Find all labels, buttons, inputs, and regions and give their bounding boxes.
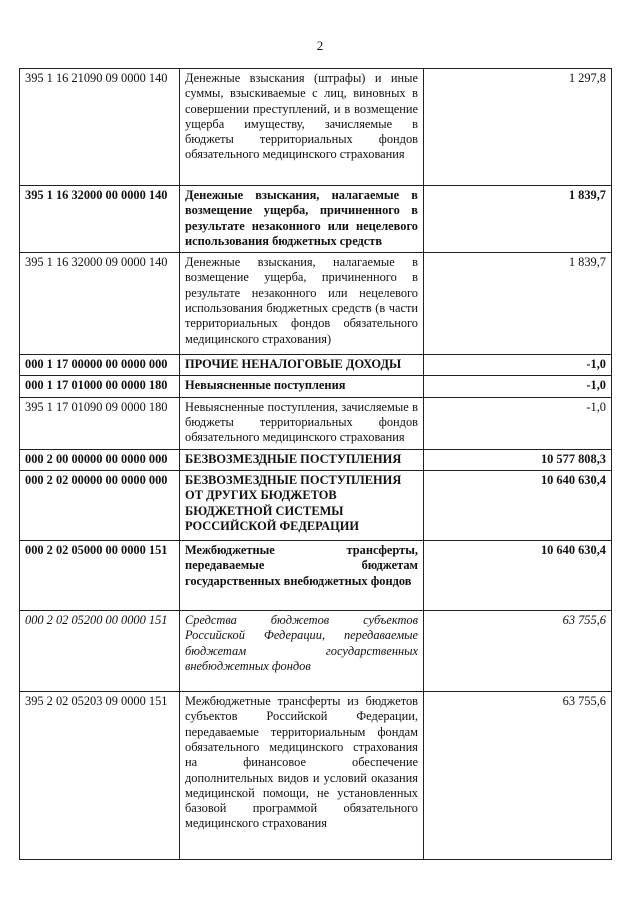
- revenue-name: Денежные взыскания, налагаемые в возмещение ущерба, причиненного в результате незаконного или нецелевого использования бюджетных средств (в части территориальных фондов обязательного медицинского страхования): [180, 253, 424, 355]
- classification-code: 000 1 17 00000 00 0000 000: [20, 355, 180, 376]
- classification-code: 000 2 00 00000 00 0000 000: [20, 449, 180, 470]
- table-row: [20, 186, 612, 253]
- amount: -1,0: [424, 397, 612, 449]
- amount: 63 755,6: [424, 611, 612, 692]
- table-row: [20, 355, 612, 376]
- revenue-name: Средства бюджетов субъектов Российской Федерации, передаваемые бюджетам государственных внебюджетных фондов: [180, 611, 424, 692]
- revenue-name: Невыясненные поступления: [180, 376, 424, 397]
- classification-code: 395 1 16 21090 09 0000 140: [20, 69, 180, 186]
- table-row: [20, 541, 612, 611]
- classification-code: 395 1 16 32000 00 0000 140: [20, 186, 180, 253]
- classification-code: 395 1 17 01090 09 0000 180: [20, 397, 180, 449]
- revenue-name: Невыясненные поступления, зачисляемые в бюджеты территориальных фондов обязательного медицинского страхования: [180, 397, 424, 449]
- amount: 10 640 630,4: [424, 471, 612, 541]
- classification-code: 000 2 02 00000 00 0000 000: [20, 471, 180, 541]
- amount: -1,0: [424, 376, 612, 397]
- classification-code: 000 2 02 05000 00 0000 151: [20, 541, 180, 611]
- table-row: [20, 397, 612, 449]
- table-row: [20, 376, 612, 397]
- amount: 63 755,6: [424, 692, 612, 860]
- classification-code: 000 1 17 01000 00 0000 180: [20, 376, 180, 397]
- classification-code: 395 2 02 05203 09 0000 151: [20, 692, 180, 860]
- amount: 10 577 808,3: [424, 449, 612, 470]
- revenue-name: Межбюджетные трансферты, передаваемые бюджетам государственных внебюджетных фондов: [180, 541, 424, 611]
- amount: -1,0: [424, 355, 612, 376]
- revenue-name: БЕЗВОЗМЕЗДНЫЕ ПОСТУПЛЕНИЯ: [180, 449, 424, 470]
- revenue-name: Денежные взыскания, налагаемые в возмещение ущерба, причиненного в результате незаконного или нецелевого использования бюджетных средств: [180, 186, 424, 253]
- amount: 1 297,8: [424, 69, 612, 186]
- revenue-name: Межбюджетные трансферты из бюджетов субъектов Российской Федерации, передаваемые территориальным фондам обязательного медицинского страхования на финансовое обеспечение дополнительных видов и условий оказания медицинской помощи, не установленных базовой программой обязательного медицинского страхования: [180, 692, 424, 860]
- page-number: 2: [316, 38, 324, 53]
- budget-revenue-table: [19, 68, 612, 860]
- table-row: [20, 69, 612, 186]
- table-row: [20, 471, 612, 541]
- amount: 1 839,7: [424, 186, 612, 253]
- revenue-name: БЕЗВОЗМЕЗДНЫЕ ПОСТУПЛЕНИЯ ОТ ДРУГИХ БЮДЖЕТОВ БЮДЖЕТНОЙ СИСТЕМЫ РОССИЙСКОЙ ФЕДЕРАЦИИ: [180, 471, 424, 541]
- classification-code: 395 1 16 32000 09 0000 140: [20, 253, 180, 355]
- table-row: [20, 611, 612, 692]
- revenue-name: ПРОЧИЕ НЕНАЛОГОВЫЕ ДОХОДЫ: [180, 355, 424, 376]
- amount: 1 839,7: [424, 253, 612, 355]
- table-row: [20, 253, 612, 355]
- table-row: [20, 449, 612, 470]
- classification-code: 000 2 02 05200 00 0000 151: [20, 611, 180, 692]
- table-row: [20, 692, 612, 860]
- revenue-name: Денежные взыскания (штрафы) и иные суммы, взыскиваемые с лиц, виновных в совершении преступлений, и в возмещение ущерба имуществу, зачисляемые в бюджеты территориальных фондов обязательного медицинского страхования: [180, 69, 424, 186]
- amount: 10 640 630,4: [424, 541, 612, 611]
